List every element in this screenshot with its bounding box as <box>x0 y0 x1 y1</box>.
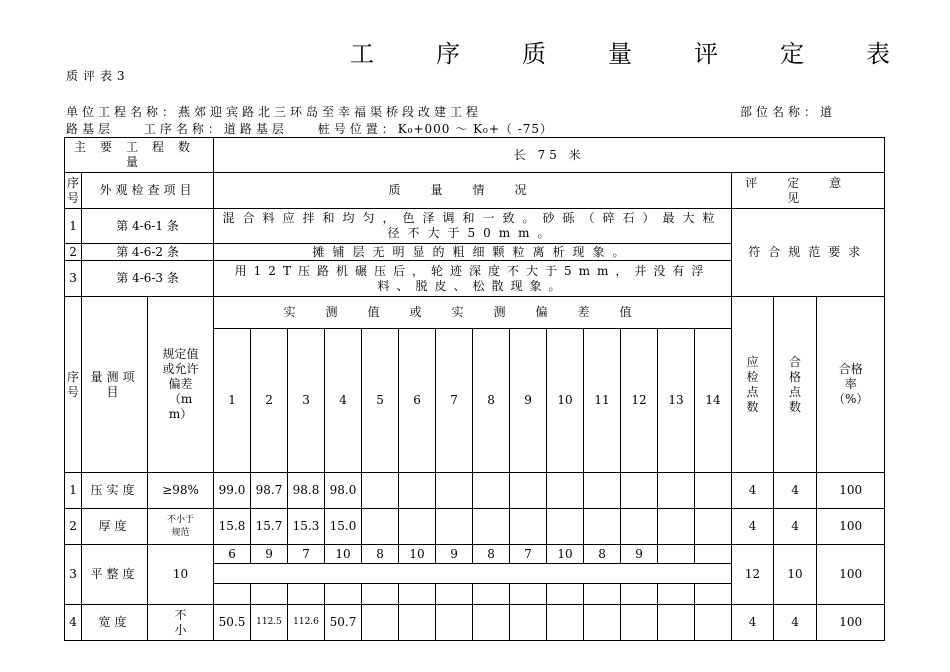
pass-points: 4 <box>774 605 817 641</box>
measure-tolerance: 不小于规范 <box>148 509 214 545</box>
measure-no: 2 <box>65 509 82 545</box>
measure-item: 厚度 <box>82 509 148 545</box>
check-points-header: 应检点数 <box>732 297 774 473</box>
measure-value <box>288 584 325 605</box>
measure-value: 9 <box>251 545 288 564</box>
measure-value <box>436 605 473 641</box>
measure-value <box>473 605 510 641</box>
col-number: 10 <box>547 329 584 473</box>
eval-opinion-header: 评定意见 <box>732 173 885 209</box>
quality-status-header: 质量情况 <box>214 173 732 209</box>
measure-value: 112.5 <box>251 605 288 641</box>
part-name-cont: 路基层 <box>66 122 115 136</box>
measure-value: 15.7 <box>251 509 288 545</box>
measure-value: 15.8 <box>214 509 251 545</box>
measure-value: 50.7 <box>325 605 362 641</box>
title-char: 表 <box>866 40 890 68</box>
measure-value: 10 <box>325 545 362 564</box>
measure-value <box>584 584 621 605</box>
col-number: 13 <box>658 329 695 473</box>
measure-value <box>510 605 547 641</box>
appearance-no: 3 <box>65 261 82 297</box>
measure-value: 15.0 <box>325 509 362 545</box>
measure-tolerance: 10 <box>148 545 214 605</box>
measure-value <box>658 584 695 605</box>
measure-value <box>695 605 732 641</box>
main-quantity-row <box>65 138 885 173</box>
check-points: 4 <box>732 473 774 509</box>
appearance-item: 第 4-6-1 条 <box>82 209 214 244</box>
measure-row <box>65 509 885 545</box>
form-title <box>350 34 890 69</box>
col-number: 2 <box>251 329 288 473</box>
measure-value <box>362 509 399 545</box>
measure-value <box>510 509 547 545</box>
measure-value: 9 <box>436 545 473 564</box>
appearance-header-row <box>65 173 885 209</box>
appearance-desc: 用12T压路机碾压后，轮迹深度不大于5mm，并没有浮料、脱皮、松散现象。 <box>214 261 732 297</box>
col-number: 14 <box>695 329 732 473</box>
measure-no: 4 <box>65 605 82 641</box>
process-name: 工序名称：道路基层 <box>143 122 288 136</box>
measure-value <box>473 584 510 605</box>
col-number: 5 <box>362 329 399 473</box>
appearance-seq-header: 序号 <box>65 173 82 209</box>
measure-value <box>621 584 658 605</box>
pass-points-header: 合格点数 <box>774 297 817 473</box>
appearance-desc: 摊铺层无明显的粗细颗粒离析现象。 <box>214 244 732 261</box>
pass-rate: 100 <box>817 473 885 509</box>
measure-value <box>399 473 436 509</box>
measure-value: 8 <box>584 545 621 564</box>
measure-value: 50.5 <box>214 605 251 641</box>
pass-points: 4 <box>774 509 817 545</box>
measure-value: 8 <box>362 545 399 564</box>
measure-seq-header: 序号 <box>65 297 82 473</box>
measure-value <box>399 605 436 641</box>
col-number: 8 <box>473 329 510 473</box>
measure-no: 3 <box>65 545 82 605</box>
measure-header-row <box>65 297 885 329</box>
measure-value <box>695 473 732 509</box>
measure-item: 压实度 <box>82 473 148 509</box>
appearance-desc: 混合料应拌和均匀，色泽调和一致。砂砾（碎石）最大粒径不大于50mm。 <box>214 209 732 244</box>
measure-tolerance: 不小 <box>148 605 214 641</box>
measure-value <box>325 584 362 605</box>
measure-value <box>362 473 399 509</box>
measure-value <box>214 584 251 605</box>
measure-value <box>510 584 547 605</box>
measure-value <box>436 584 473 605</box>
col-number: 6 <box>399 329 436 473</box>
project-name: 单位工程名称：燕郊迎宾路北三环岛至幸福渠桥段改建工程 <box>66 105 483 119</box>
measure-value <box>658 545 695 564</box>
measure-value <box>658 473 695 509</box>
appearance-no: 2 <box>65 244 82 261</box>
pass-rate: 100 <box>817 509 885 545</box>
check-points: 4 <box>732 605 774 641</box>
measure-value: 112.6 <box>288 605 325 641</box>
measure-value <box>695 509 732 545</box>
appearance-item: 第 4-6-2 条 <box>82 244 214 261</box>
main-quantity-label: 主要工程数量 <box>65 138 214 173</box>
measure-value <box>473 473 510 509</box>
measure-value <box>473 509 510 545</box>
measure-value: 15.3 <box>288 509 325 545</box>
measure-value <box>658 605 695 641</box>
measure-value <box>251 584 288 605</box>
measure-row <box>65 473 885 509</box>
measure-value <box>436 509 473 545</box>
measure-value: 10 <box>547 545 584 564</box>
measure-value <box>695 584 732 605</box>
measure-value <box>621 605 658 641</box>
col-number: 4 <box>325 329 362 473</box>
measure-value <box>584 473 621 509</box>
measure-value <box>695 545 732 564</box>
measured-header: 实测值或实测偏差值 <box>214 297 732 329</box>
appearance-row <box>65 209 885 244</box>
eval-result: 符合规范要求 <box>732 209 885 297</box>
pass-rate: 100 <box>817 545 885 605</box>
measure-value <box>399 584 436 605</box>
measure-value: 98.0 <box>325 473 362 509</box>
measure-value: 98.8 <box>288 473 325 509</box>
project-line <box>66 103 878 120</box>
measure-tolerance: ≥98% <box>148 473 214 509</box>
measure-row <box>65 605 885 641</box>
measure-value <box>510 473 547 509</box>
measure-no: 1 <box>65 473 82 509</box>
pass-rate: 100 <box>817 605 885 641</box>
appearance-item-header: 外观检查项目 <box>82 173 214 209</box>
measure-item: 平整度 <box>82 545 148 605</box>
appearance-no: 1 <box>65 209 82 244</box>
measure-value <box>547 584 584 605</box>
measure-value <box>658 509 695 545</box>
tolerance-header: 规定值或允许偏差（mm） <box>148 297 214 473</box>
pass-rate-header: 合格率（%） <box>817 297 885 473</box>
measure-value <box>547 605 584 641</box>
station-value: K₀+000 ～ K₀+（ -75） <box>397 122 554 136</box>
col-number: 1 <box>214 329 251 473</box>
measure-value: 7 <box>288 545 325 564</box>
measure-value <box>362 605 399 641</box>
measure-value: 9 <box>621 545 658 564</box>
appearance-item: 第 4-6-3 条 <box>82 261 214 297</box>
measure-value: 8 <box>473 545 510 564</box>
measure-value <box>547 509 584 545</box>
measure-item-header: 量测项目 <box>82 297 148 473</box>
measure-value <box>584 605 621 641</box>
title-char: 定 <box>780 40 804 68</box>
col-number: 3 <box>288 329 325 473</box>
quality-table <box>64 137 885 641</box>
measure-value <box>547 473 584 509</box>
pass-points: 10 <box>774 545 817 605</box>
col-number: 11 <box>584 329 621 473</box>
col-number: 7 <box>436 329 473 473</box>
measure-value <box>584 509 621 545</box>
title-char: 评 <box>694 40 718 68</box>
measure-value <box>362 584 399 605</box>
measure-value <box>436 473 473 509</box>
check-points: 4 <box>732 509 774 545</box>
pass-points: 4 <box>774 473 817 509</box>
measure-blank <box>214 564 732 584</box>
measure-value <box>621 509 658 545</box>
measure-row <box>65 545 885 564</box>
measure-value <box>621 473 658 509</box>
part-label: 部位名称：道 <box>740 105 837 119</box>
measure-item: 宽度 <box>82 605 148 641</box>
measure-value: 7 <box>510 545 547 564</box>
measure-value <box>399 509 436 545</box>
col-number: 12 <box>621 329 658 473</box>
title-char: 工 <box>350 40 374 68</box>
station-label: 桩号位置： <box>317 122 398 136</box>
measure-value: 6 <box>214 545 251 564</box>
col-number: 9 <box>510 329 547 473</box>
main-quantity-value: 长 75 米 <box>214 138 885 173</box>
check-points: 12 <box>732 545 774 605</box>
title-char: 量 <box>608 40 632 68</box>
process-line <box>66 120 553 137</box>
measure-value: 99.0 <box>214 473 251 509</box>
measure-value: 98.7 <box>251 473 288 509</box>
measure-value: 10 <box>399 545 436 564</box>
title-char: 质 <box>522 40 546 68</box>
form-id: 质评表3 <box>66 69 130 83</box>
title-char: 序 <box>436 40 460 68</box>
